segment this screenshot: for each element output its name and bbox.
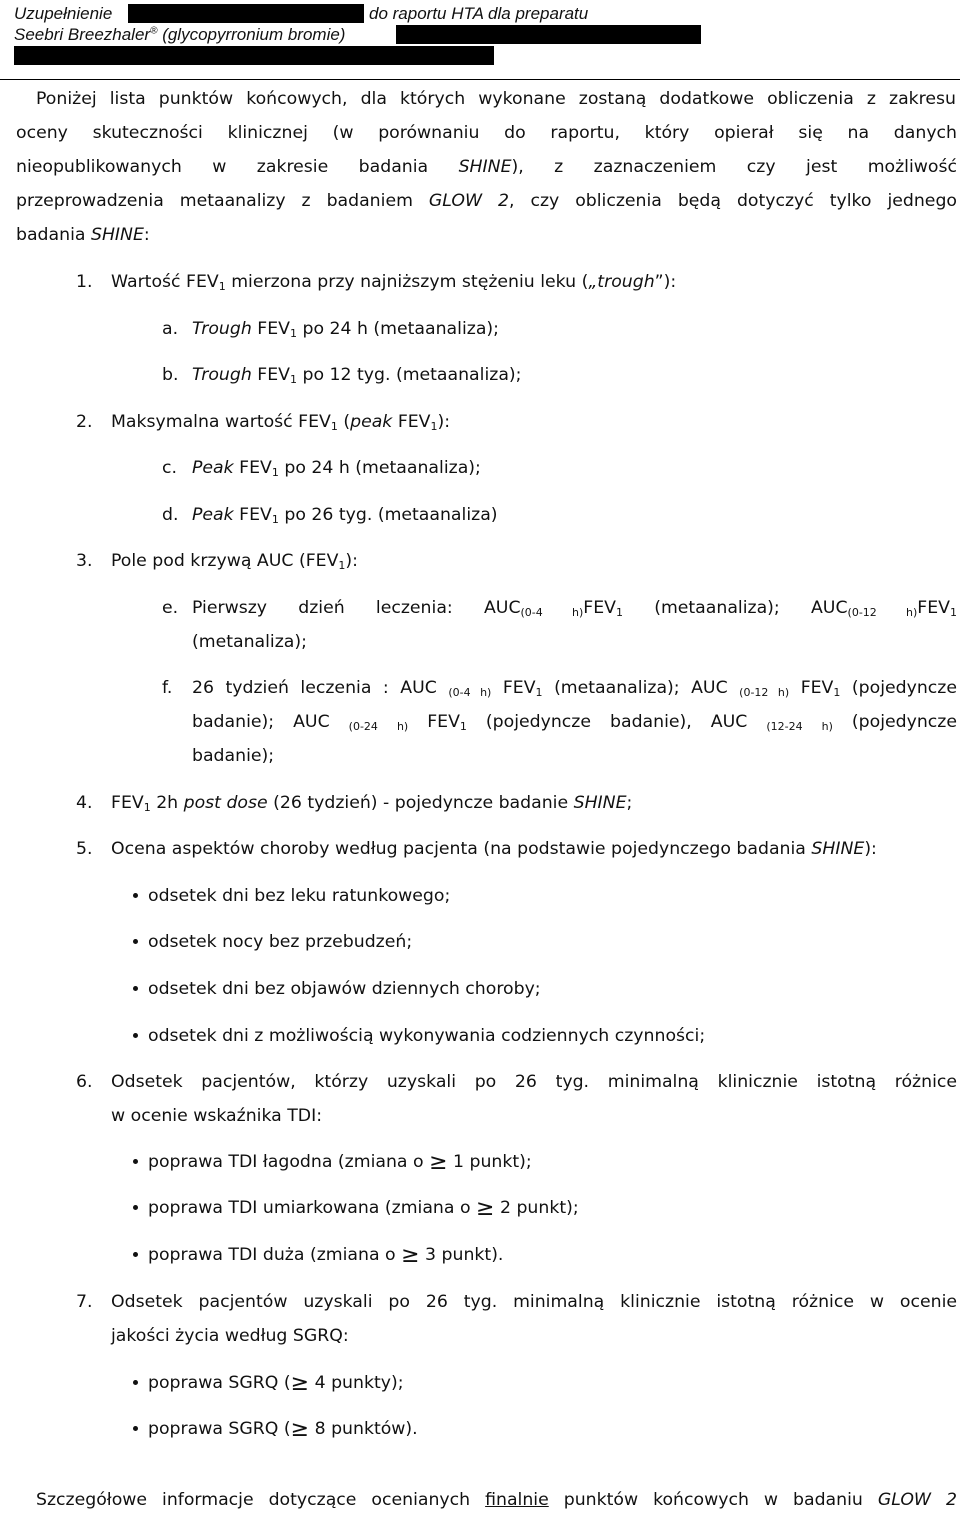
item-7-line-2: jakości życia według SGRQ: <box>111 1326 349 1346</box>
item-3-text: Pole pod krzywą AUC $(FEV_1)$: <box>111 551 358 572</box>
item-5-bullet-3: odsetek dni bez objawów dziennych choroby; <box>148 979 541 999</box>
header-product: Seebri Breezhaler <box>14 25 151 44</box>
item-5-bullet-1: odsetek dni bez leku ratunkowego; <box>148 886 451 906</box>
header-substance: (glycopyrronium bromie) <box>162 25 346 44</box>
item-6-line-2: w ocenie wskaźnika TDI: <box>111 1106 323 1126</box>
redaction-bar-3 <box>14 46 494 65</box>
bullet-icon <box>133 986 138 991</box>
item-3-number: 3. <box>76 551 93 571</box>
bullet-icon <box>133 1252 138 1257</box>
item-5-text: Ocena aspektów choroby według pacjenta (na podstawie pojedynczego badania SHINE): <box>111 839 877 859</box>
bullet-icon <box>133 1159 138 1164</box>
item-1-number: 1. <box>76 272 93 292</box>
item-3e-label: e. <box>162 598 179 618</box>
item-6-number: 6. <box>76 1072 93 1092</box>
item-1a-text: Trough $FEV_1$ po 24 h (metaanaliza); <box>192 319 499 340</box>
item-2d-label: d. <box>162 505 179 525</box>
item-3f-label: f. <box>162 678 173 698</box>
item-2-number: 2. <box>76 412 93 432</box>
item-4-text: $FEV_1$ 2h post dose (26 tydzień) - pojedyncze badanie SHINE; <box>111 793 633 814</box>
item-4-number: 4. <box>76 793 93 813</box>
header-line-1-right <box>369 4 588 24</box>
item-1a-label: a. <box>162 319 179 339</box>
greater-equal-icon: ≥ <box>290 1371 310 1396</box>
intro-line-1: Poniżej lista punktów końcowych, dla których wykonane zostaną dodatkowe obliczenia z zakresu <box>36 89 956 109</box>
bullet-icon <box>133 1205 138 1210</box>
header-line-1 <box>14 4 112 24</box>
intro-line-3: nieopublikowanych w zakresie badania SHINE), z zaznaczeniem czy jest możliwość <box>16 157 957 177</box>
item-5-number: 5. <box>76 839 93 859</box>
header-prefix: Uzupełnienie <box>14 4 113 23</box>
item-7-line-1: Odsetek pacjentów uzyskali po 26 tyg. minimalną klinicznie istotną różnice w ocenie <box>111 1292 957 1312</box>
item-2d-text: Peak $FEV_1$ po 26 tyg. (metaanaliza) <box>192 505 498 526</box>
intro-line-2: oceny skuteczności klinicznej (w porównaniu do raportu, który opierał się na danych <box>16 123 957 143</box>
registered-mark: ® <box>150 25 158 37</box>
redaction-bar-1 <box>128 4 364 23</box>
item-6-bullet-1: poprawa TDI łagodna (zmiana o ≥ 1 punkt); <box>148 1150 532 1175</box>
redaction-bar-2 <box>396 25 701 44</box>
item-7-bullet-1: poprawa SGRQ (≥ 4 punkty); <box>148 1371 404 1396</box>
greater-equal-icon: ≥ <box>290 1417 310 1442</box>
bullet-icon <box>133 893 138 898</box>
item-6-line-1: Odsetek pacjentów, którzy uzyskali po 26 tyg. minimalną klinicznie istotną różnice <box>111 1072 957 1092</box>
greater-equal-icon: ≥ <box>401 1243 420 1268</box>
item-3e-line-2: (metanaliza); <box>192 632 307 652</box>
bullet-icon <box>133 1426 138 1431</box>
item-1-text: Wartość $FEV_1$ mierzona przy najniższym stężeniu leku („trough”): <box>111 272 677 293</box>
item-5-bullet-4: odsetek dni z możliwością wykonywania codziennych czynności; <box>148 1026 706 1046</box>
bullet-icon <box>133 1033 138 1038</box>
item-7-bullet-2: poprawa SGRQ (≥ 8 punktów). <box>148 1417 418 1442</box>
item-6-bullet-2: poprawa TDI umiarkowana (zmiana o ≥ 2 punkt); <box>148 1196 579 1221</box>
intro-line-4: przeprowadzenia metaanalizy z badaniem GLOW 2, czy obliczenia będą dotyczyć tylko jednego <box>16 191 957 211</box>
intro-line-5: badania SHINE: <box>16 225 150 245</box>
bullet-icon <box>133 1380 138 1385</box>
item-7-number: 7. <box>76 1292 93 1312</box>
bullet-icon <box>133 939 138 944</box>
greater-equal-icon: ≥ <box>476 1196 495 1221</box>
item-2c-label: c. <box>162 458 177 478</box>
item-6-bullet-3: poprawa TDI duża (zmiana o ≥ 3 punkt). <box>148 1243 504 1268</box>
item-3e-line-1: Pierwszy dzień leczenia: $AUC_{(0-4 h)}FEV_1$ (metaanaliza); $AUC_{(0-12 h)}FEV_1$ <box>192 598 957 619</box>
item-1b-text: Trough $FEV_1$ po 12 tyg. (metaanaliza); <box>192 365 522 386</box>
item-2-text: Maksymalna wartość $FEV_1$ (peak $FEV_1$): <box>111 412 451 433</box>
item-3f-line-2: badanie); AUC $_{(0-24}$ $_{h)}$ $FEV_1$ (pojedyncze badanie), AUC $_{(12-24}$ $_{h)}$ (pojedyncze <box>192 712 957 733</box>
header-line-2 <box>14 25 345 45</box>
header-suffix: do raportu HTA dla preparatu <box>369 4 589 23</box>
greater-equal-icon: ≥ <box>429 1150 448 1175</box>
item-3f-line-1: 26 tydzień leczenia : AUC $_{(0-4 h)}$ $FEV_1$ (metaanaliza); AUC $_{(0-12 h)}$ $FEV_1$ (pojedyncze <box>192 678 957 699</box>
footer-line: Szczegółowe informacje dotyczące ocenianych finalnie punktów końcowych w badaniu GLOW 2 <box>36 1490 958 1510</box>
header-divider <box>0 79 960 80</box>
item-5-bullet-2: odsetek nocy bez przebudzeń; <box>148 932 413 952</box>
item-1b-label: b. <box>162 365 179 385</box>
item-3f-line-3: badanie); <box>192 746 275 766</box>
item-2c-text: Peak $FEV_1$ po 24 h (metaanaliza); <box>192 458 481 479</box>
